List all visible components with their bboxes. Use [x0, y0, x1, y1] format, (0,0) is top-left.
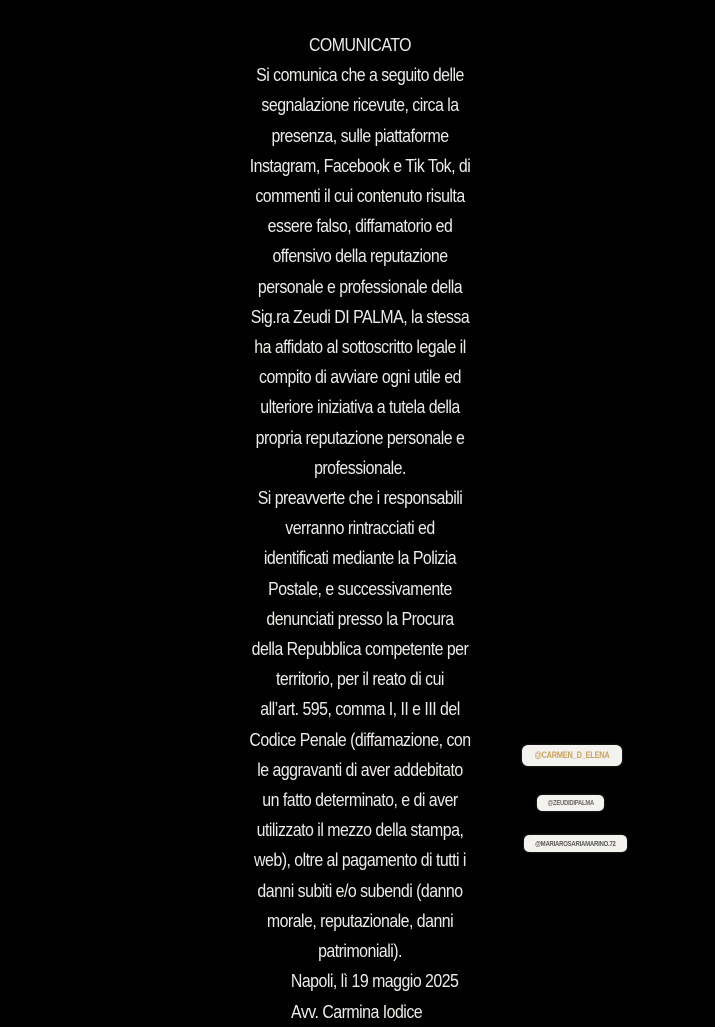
- body-line: un fatto determinato, e di aver: [262, 789, 458, 811]
- mention-label: @MARIAROSARIAMARINO.72: [535, 839, 616, 848]
- body-line: commenti il cui contenuto risulta: [255, 185, 465, 207]
- body-line: presenza, sulle piattaforme: [271, 124, 449, 146]
- body-line: identificati mediante la Polizia: [263, 547, 457, 569]
- body-line: Si preavverte che i responsabili: [257, 487, 463, 509]
- body-line: web), oltre al pagamento di tutti i: [254, 849, 466, 871]
- body-line: denunciati presso la Procura: [266, 607, 454, 629]
- body-line: utilizzato il mezzo della stampa,: [256, 819, 464, 841]
- body-line: Postale, e successivamente: [268, 577, 452, 599]
- body-line: morale, reputazionale, danni: [266, 909, 454, 931]
- body-line: ulteriore iniziativa a tutela della: [260, 396, 460, 418]
- signature: Avv. Carmina Iodice: [291, 1000, 423, 1022]
- body-line: Sig.ra Zeudi DI PALMA, la stessa: [250, 305, 470, 327]
- body-line: verranno rintracciati ed: [285, 517, 435, 539]
- body-line: segnalazione ricevute, circa la: [261, 94, 459, 116]
- body-line: propria reputazione personale e: [255, 426, 465, 448]
- body-line: Instagram, Facebook e Tik Tok, di: [249, 154, 471, 176]
- body-line: ha affidato al sottoscritto legale il: [254, 336, 466, 358]
- announcement-document: [205, 30, 515, 1027]
- body-line: all’art. 595, comma I, II e III del: [260, 698, 460, 720]
- body-line: territorio, per il reato di cui: [276, 668, 444, 690]
- body-line: patrimoniali).: [318, 940, 402, 962]
- mention-label: @ZEUDIDIPALMA: [547, 798, 594, 807]
- body-line: offensivo della reputazione: [272, 245, 448, 267]
- body-line: della Repubblica competente per: [251, 638, 469, 660]
- date-line: Napoli, lì 19 maggio 2025: [290, 970, 459, 992]
- body-line: personale e professionale della: [257, 275, 463, 297]
- body-line: essere falso, diffamatorio ed: [267, 215, 453, 237]
- document-title: COMUNICATO: [308, 34, 412, 55]
- body-line: professionale.: [314, 456, 406, 478]
- body-line: le aggravanti di aver addebitato: [257, 758, 463, 780]
- body-line: danni subiti e/o subendi (danno: [257, 879, 463, 901]
- body-line: compito di avviare ogni utile ed: [259, 366, 461, 388]
- body-line: Codice Penale (diffamazione, con: [249, 728, 471, 750]
- mention-tag-mariarosariamarino[interactable]: [524, 835, 627, 852]
- mention-tag-zeudidipalma[interactable]: [537, 795, 604, 811]
- body-line: Si comunica che a seguito delle: [256, 64, 464, 86]
- mention-tag-carmen-d-elena[interactable]: [522, 745, 622, 766]
- mention-label: @CARMEN_D_ELENA: [534, 750, 610, 761]
